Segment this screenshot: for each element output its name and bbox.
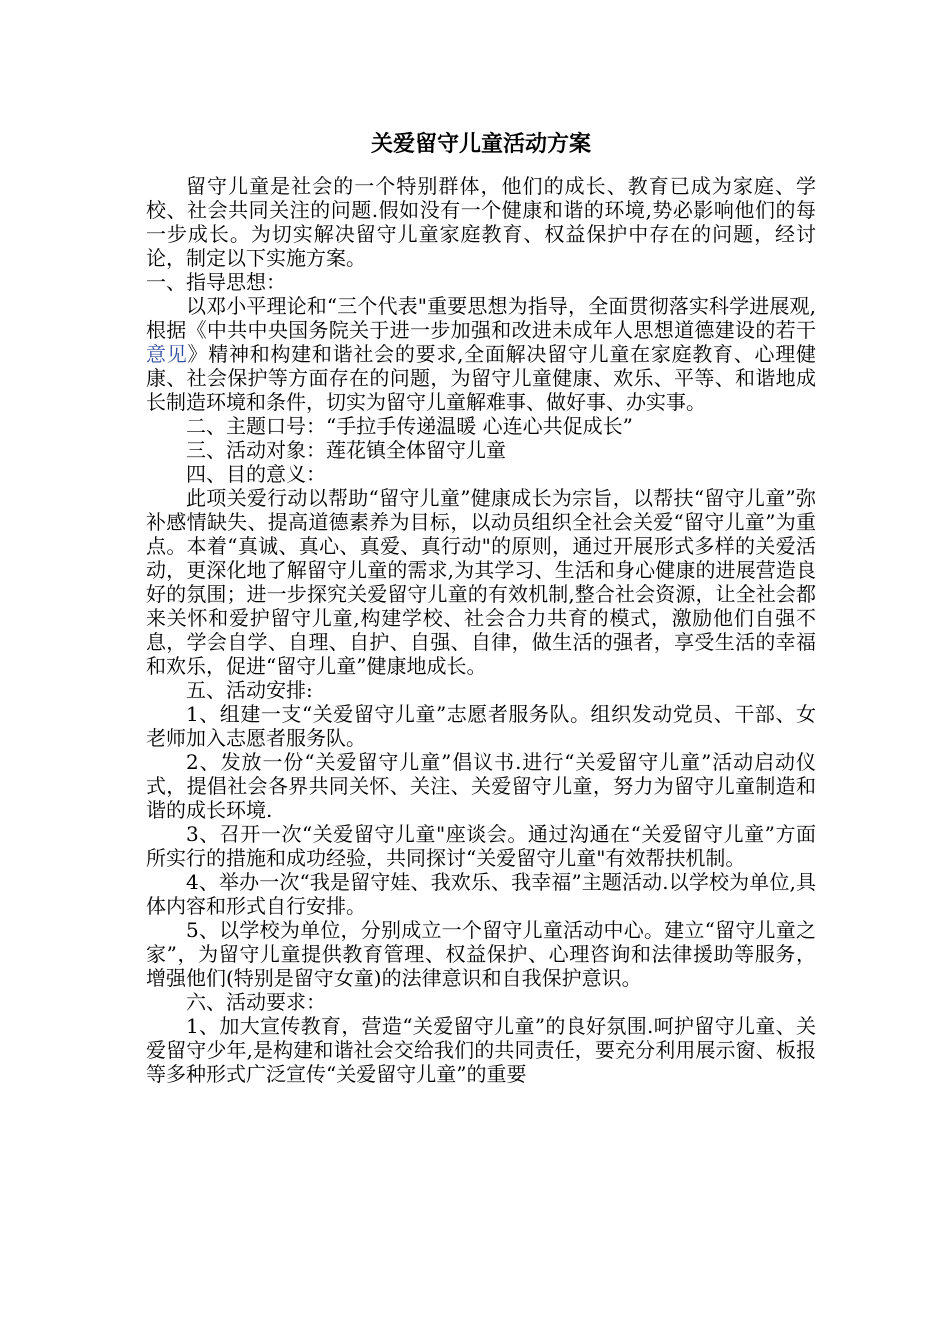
section2-slogan: 二、主题口号：“手拉手传递温暖 心连心共促成长” — [186, 414, 633, 438]
section3-target: 三、活动对象：莲花镇全体留守儿童 — [186, 438, 506, 462]
section5-item-3: 3、召开一次“关爱留守儿童"座谈会。通过沟通在“关爱留守儿童”方面所实行的措施和成功经验，共同探讨“关爱留守儿童"有效帮扶机制。 — [146, 822, 816, 870]
section5-item-4: 4、举办一次“我是留守娃、我欢乐、我幸福”主题活动.以学校为单位,具体内容和形式自行安排。 — [146, 870, 816, 918]
document-page — [146, 130, 816, 1086]
section5-item-1: 1、组建一支“关爱留守儿童”志愿者服务队。组织发动党员、干部、女老师加入志愿者服务队。 — [146, 702, 816, 750]
document-title: 关爱留守儿童活动方案 — [370, 132, 591, 157]
section6-item-1: 1、加大宣传教育，营造“关爱留守儿童”的良好氛围.呵护留守儿童、关爱留守少年,是构建和谐社会交给我们的共同责任，要充分利用展示窗、板报等多种形式广泛宣传“关爱留守儿童”的重要 — [146, 1014, 816, 1086]
section1-text-after: 》精神和构建和谐社会的要求,全面解决留守儿童在家庭教育、心理健康、社会保护等方面存在的问题，为留守儿童健康、欢乐、平等、和谐地成长制造环境和条件，切实为留守儿童解难事、做好事、办实事。 — [146, 342, 817, 414]
section4-heading: 四、目的意义： — [186, 462, 326, 486]
section1-paragraph — [146, 294, 816, 414]
section5-item-5: 5、以学校为单位，分别成立一个留守儿童活动中心。建立“留守儿童之家”，为留守儿童提供教育管理、权益保护、心理咨询和法律援助等服务，增强他们(特别是留守女童)的法律意识和自我保护意识。 — [146, 918, 816, 990]
intro-paragraph: 留守儿童是社会的一个特别群体，他们的成长、教育已成为家庭、学校、社会共同关注的问题.假如没有一个健康和谐的环境,势必影响他们的每一步成长。为切实解决留守儿童家庭教育、权益保护中存在的问题，经讨论，制定以下实施方案。 — [146, 174, 816, 270]
section4-paragraph: 此项关爱行动以帮助“留守儿童”健康成长为宗旨，以帮扶“留守儿童”弥补感情缺失、提高道德素养为目标，以动员组织全社会关爱“留守儿童”为重点。本着“真诚、真心、真爱、真行动"的原则，通过开展形式多样的关爱活动，更深化地了解留守儿童的需求,为其学习、生活和身心健康的进展营造良好的氛围；进一步探究关爱留守儿童的有效机制,整合社会资源，让全社会都来关怀和爱护留守儿童,构建学校、社会合力共育的模式，激励他们自强不息，学会自学、自理、自护、自强、自律，做生活的强者，享受生活的幸福和欢乐，促进“留守儿童”健康地成长。 — [146, 486, 816, 678]
section5-heading: 五、活动安排: — [186, 678, 313, 702]
section1-text-before: 以邓小平理论和“三个代表"重要思想为指导，全面贯彻落实科学进展观,根据《中共中央国务院关于进一步加强和改进未成年人思想道德建设的若干 — [146, 294, 816, 342]
opinion-link[interactable]: 意见 — [146, 342, 188, 366]
section1-heading: 一、指导思想： — [146, 270, 286, 294]
section5-item-2: 2、发放一份“关爱留守儿童”倡议书.进行“关爱留守儿童”活动启动仪式，提倡社会各界共同关怀、关注、关爱留守儿童，努力为留守儿童制造和谐的成长环境. — [146, 750, 816, 822]
section6-heading: 六、活动要求： — [186, 990, 326, 1014]
